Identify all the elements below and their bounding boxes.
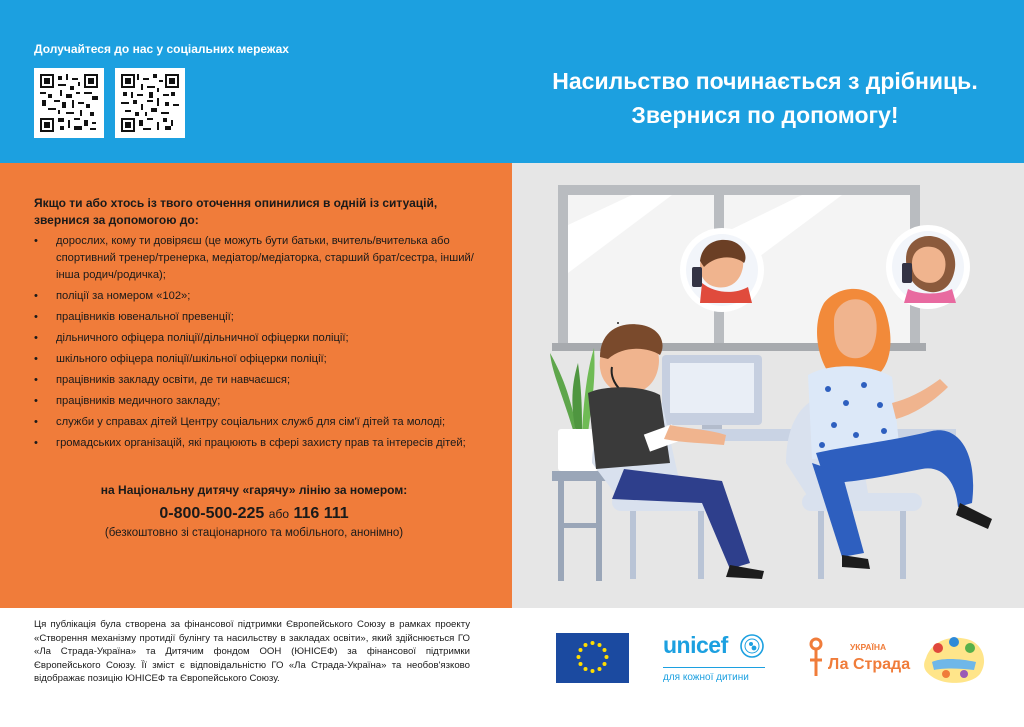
la-strada-logo xyxy=(806,636,911,684)
qr-code-icon[interactable] xyxy=(34,68,104,138)
unicef-emblem-icon xyxy=(740,634,764,658)
top-banner xyxy=(0,0,1024,163)
unicef-wordmark: unicef xyxy=(663,632,728,658)
help-info-panel xyxy=(0,163,512,608)
hotline-or: або xyxy=(268,507,289,521)
help-list xyxy=(34,233,474,456)
project-emblem-icon xyxy=(918,628,990,686)
eu-flag-icon xyxy=(556,633,629,683)
help-list-item: • поліції за номером «102»; xyxy=(34,288,474,305)
funding-disclaimer: Ця публікація була створена за фінансової підтримки Європейського Союзу в рамках проекту «Створення механізму протидії булінгу та насильству в закладах освіти», який здійснюється ГО «Ла Страда-Україна» та Дитячим фондом ООН (ЮНІСЕФ) за фінансової підтримки Європейського Союзу. Її зміст є відповідальністю ГО «Ла Страда-Україна» та необов'язково відображає позицію ЮНІСЕФ та Європейського Союзу. xyxy=(34,619,470,685)
help-list-item: • служби у справах дітей Центру соціальних служб для сім'ї дітей та молоді; xyxy=(34,414,474,431)
intro-text: Якщо ти або хтось із твого оточення опинилися в одній із ситуацій, звернися за допомогою до: xyxy=(34,196,438,227)
help-list-item: • працівників ювенальної превенції; xyxy=(34,309,474,326)
hotline-numbers xyxy=(34,503,474,525)
help-list-item: • громадських організацій, які працюють в сфері захисту прав та інтересів дітей; xyxy=(34,435,474,452)
caller-boy-bubble xyxy=(680,228,764,312)
helpline-illustration xyxy=(512,163,1024,608)
social-label: Долучайтеся до нас у соціальних мережах xyxy=(34,42,289,56)
la-strada-country: УКРАЇНА xyxy=(850,642,887,652)
la-strada-name: Ла Страда xyxy=(828,656,911,673)
help-list-item: • працівників закладу освіти, де ти навчаєшся; xyxy=(34,372,474,389)
hotline-block xyxy=(34,481,474,541)
unicef-logo xyxy=(663,632,771,688)
help-list-item: • працівників медичного закладу; xyxy=(34,393,474,410)
qr-code-icon[interactable] xyxy=(115,68,185,138)
help-list-item: • дільничного офіцера поліції/дільничної офіцерки поліції; xyxy=(34,330,474,347)
unicef-tagline: для кожної дитини xyxy=(663,672,749,683)
hotline-number-primary[interactable]: 0-800-500-225 xyxy=(159,505,265,522)
help-list-item: • дорослих, кому ти довіряєш (це можуть бути батьки, вчитель/вчителька або спортивний тренер/тренерка, медіатор/медіаторка, старший брат/сестра, інший/інша родич/родичка); xyxy=(34,233,474,284)
headline-line-2: Звернися по допомогу! xyxy=(631,102,899,128)
caller-girl-bubble xyxy=(886,225,970,309)
help-list-item: • шкільного офіцера поліції/шкільної офіцерки поліції; xyxy=(34,351,474,368)
headline xyxy=(510,64,1020,132)
headline-line-1: Насильство починається з дрібниць. xyxy=(552,68,978,94)
hotline-label: на Національну дитячу «гарячу» лінію за номером: xyxy=(100,483,408,497)
unicef-divider xyxy=(663,667,765,668)
hotline-note: (безкоштовно зі стаціонарного та мобільного, анонімно) xyxy=(104,527,404,539)
hotline-number-secondary[interactable]: 116 111 xyxy=(293,505,349,522)
